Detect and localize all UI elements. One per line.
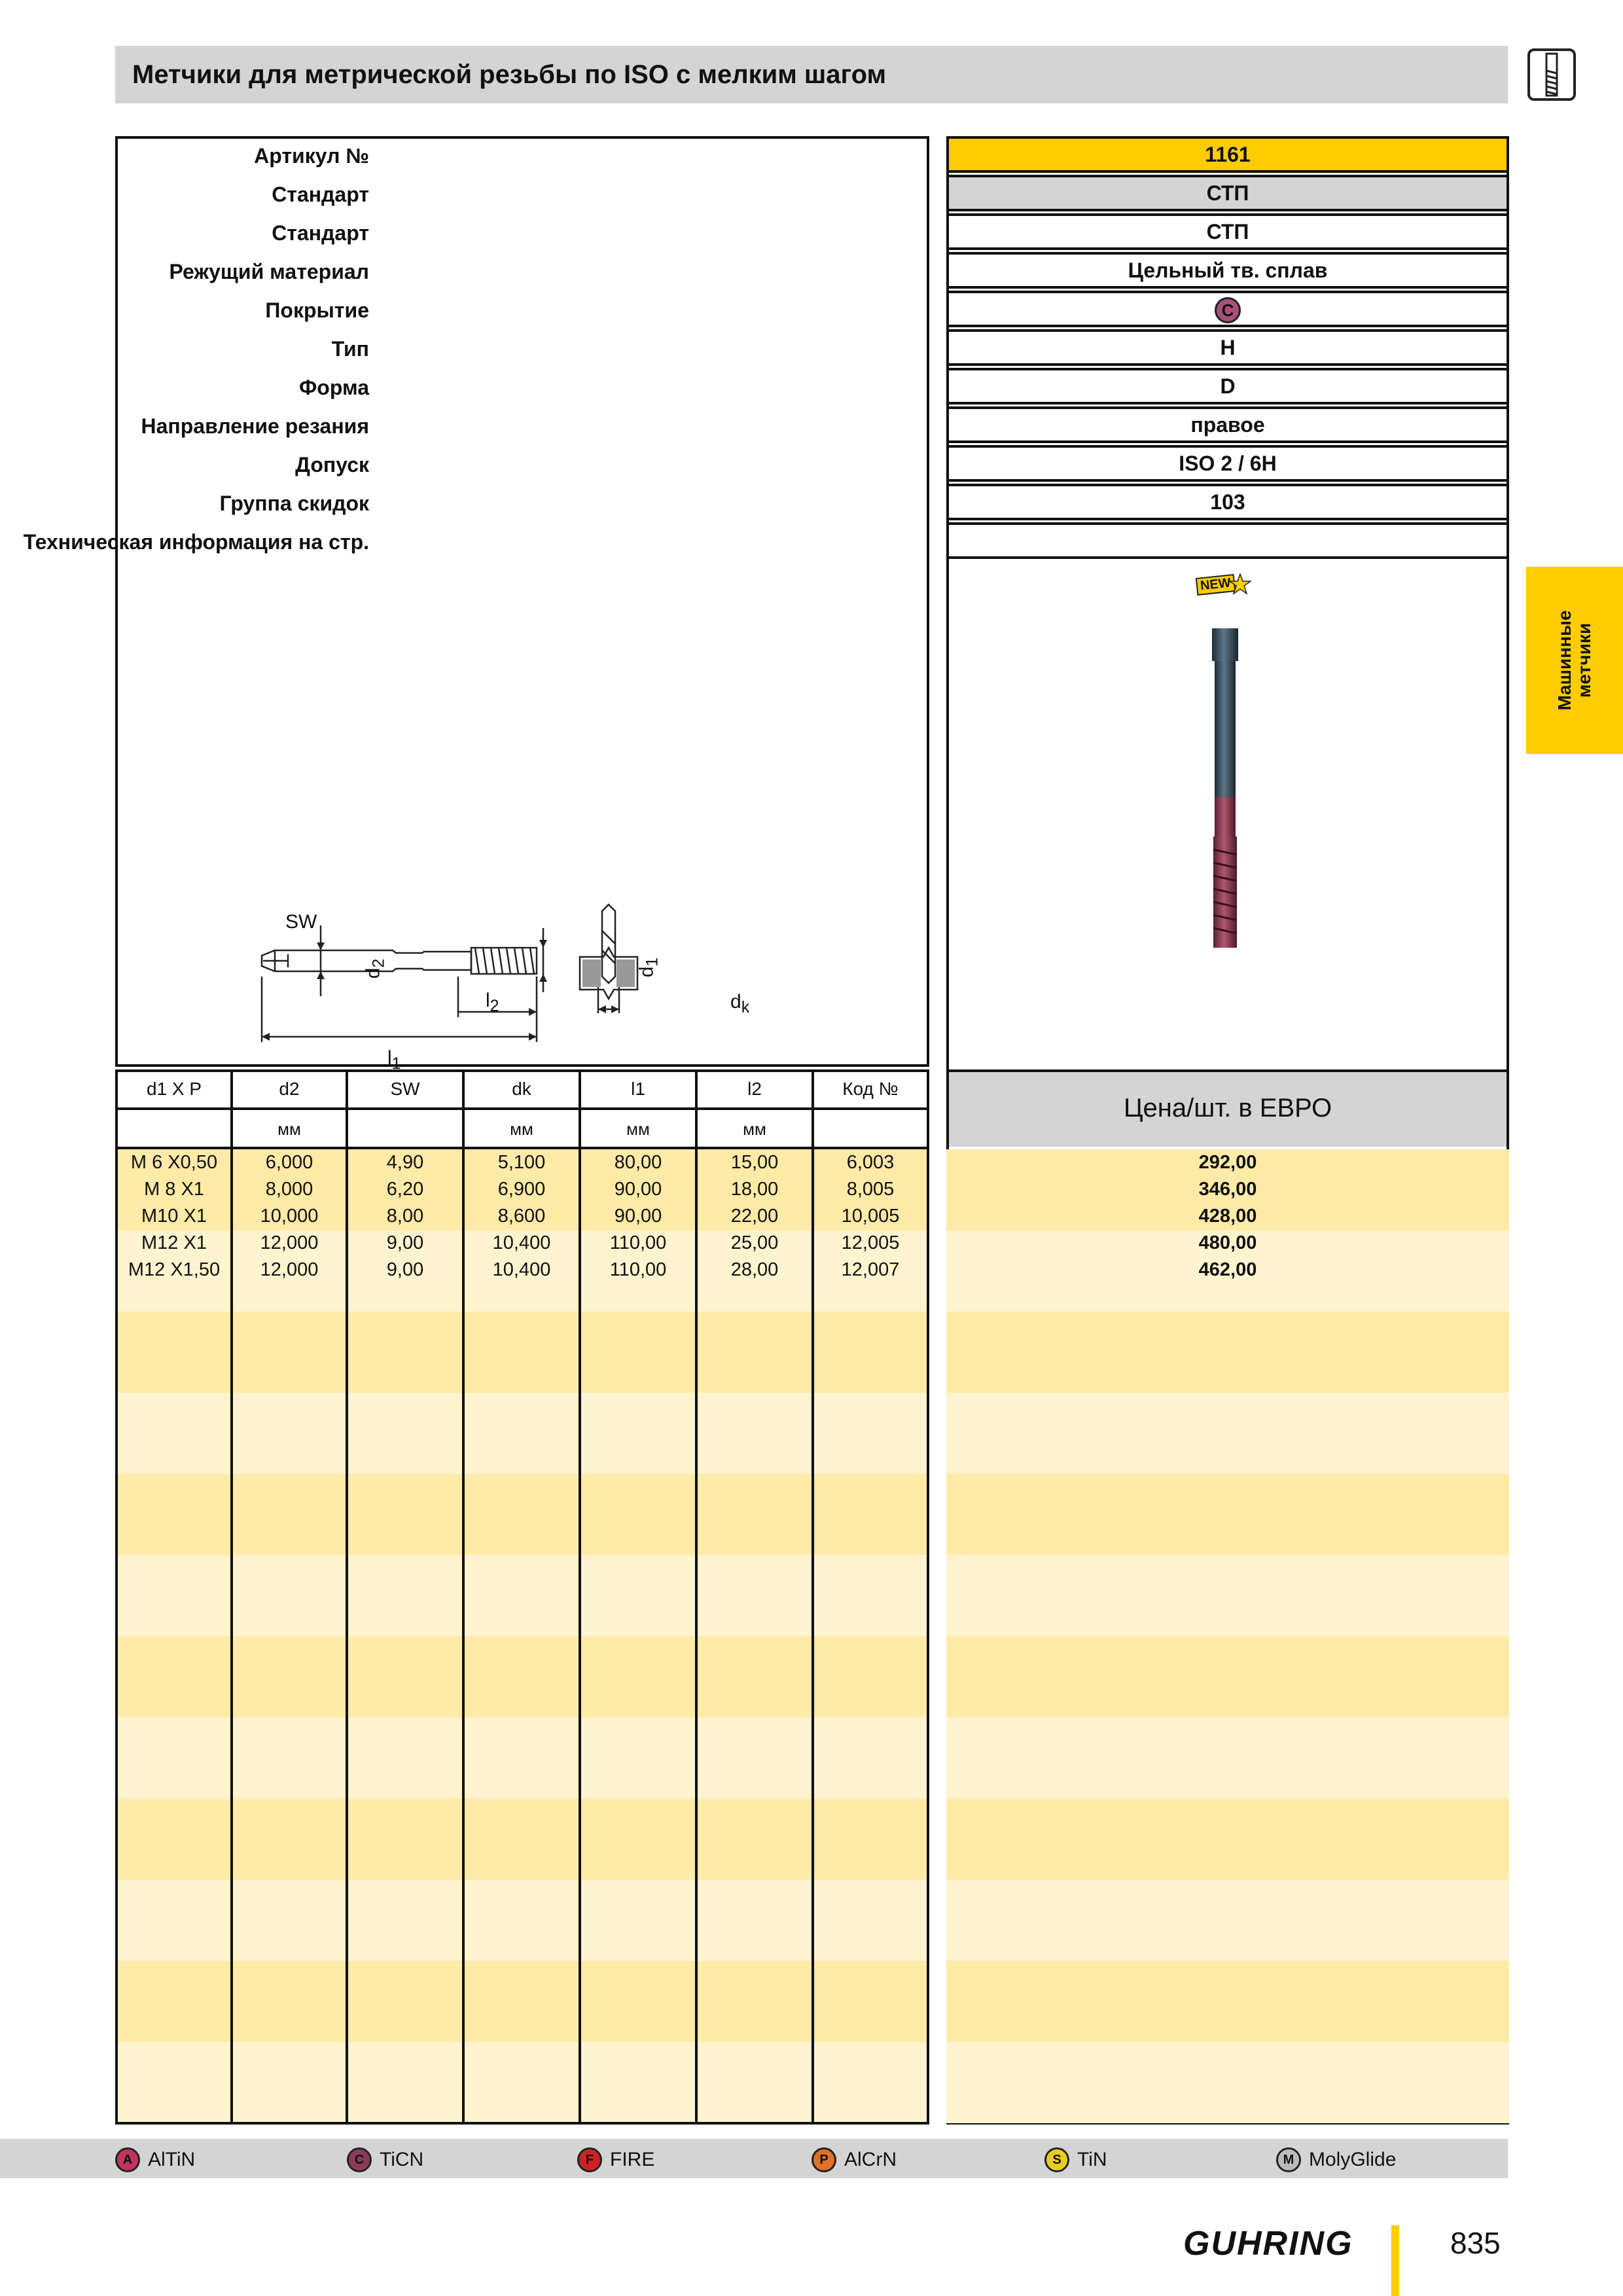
- l2-text: l: [486, 990, 490, 1011]
- dk-text: d: [730, 991, 741, 1013]
- property-label: Стандарт: [272, 183, 369, 206]
- new-badge: NEW: [1196, 574, 1236, 596]
- column-header: Код №: [842, 1079, 899, 1099]
- column-header: l2: [747, 1079, 762, 1099]
- l1-sub: 1: [391, 1054, 401, 1073]
- table-rule: [115, 1107, 929, 1110]
- cell-d2: 8,000: [265, 1179, 313, 1200]
- cell-d2: 10,000: [260, 1206, 319, 1227]
- table-band: [946, 1474, 1509, 1555]
- tap-product-image: [1204, 627, 1246, 954]
- legend-item: [1044, 2147, 1107, 2173]
- property-label: Направление резания: [141, 414, 369, 438]
- cell-dk: 8,600: [497, 1206, 546, 1227]
- tap-icon: [1527, 48, 1576, 101]
- cell-sw: 4,90: [386, 1152, 424, 1173]
- cell-sw: 6,20: [386, 1179, 424, 1200]
- section-tab-line2: метчики: [1574, 622, 1594, 698]
- column-header: dk: [512, 1079, 531, 1099]
- molyglide-icon: M: [1276, 2147, 1301, 2172]
- unit-label: мм: [510, 1119, 533, 1139]
- unit-label: мм: [277, 1119, 301, 1139]
- cell-l1: 90,00: [614, 1179, 662, 1200]
- standard-value: СТП: [946, 175, 1509, 211]
- legend-item: [347, 2147, 423, 2173]
- cell-thread: M10 X1: [141, 1206, 207, 1227]
- cell-price: 428,00: [1198, 1206, 1257, 1227]
- legend-label: AlCrN: [844, 2149, 897, 2170]
- legend-label: MolyGlide: [1309, 2149, 1397, 2170]
- table-band: [946, 1393, 1509, 1474]
- properties-panel: [23, 136, 929, 1073]
- article-number: 1161: [946, 136, 1509, 173]
- d2-text: d: [362, 967, 384, 979]
- legend-item: [115, 2147, 195, 2173]
- cell-dk: 6,900: [497, 1179, 546, 1200]
- cell-l2: 25,00: [730, 1232, 779, 1253]
- column-header: d1 X P: [146, 1079, 202, 1099]
- property-label: Артикул №: [254, 144, 369, 168]
- l1-text: l: [387, 1047, 392, 1069]
- cell-l1: 110,00: [609, 1259, 667, 1280]
- cutting-material-value: Цельный тв. сплав: [946, 252, 1509, 289]
- cell-code: 6,003: [846, 1152, 895, 1173]
- cell-price: 346,00: [1198, 1179, 1257, 1200]
- table-band: [946, 1799, 1509, 1880]
- cell-dk: 5,100: [497, 1152, 546, 1173]
- legend-item: [577, 2147, 654, 2173]
- d2-sub: 2: [369, 958, 388, 968]
- d1-label: [635, 958, 662, 978]
- column-header: l1: [631, 1079, 645, 1099]
- cell-price: 462,00: [1198, 1259, 1257, 1280]
- legend-label: TiCN: [380, 2149, 424, 2170]
- column-header: d2: [279, 1079, 300, 1099]
- dk-sub: k: [741, 998, 750, 1016]
- l2-sub: 2: [490, 997, 499, 1015]
- discount-group-value: 103: [946, 484, 1509, 520]
- cell-l1: 110,00: [609, 1232, 667, 1253]
- property-label: Покрытие: [265, 298, 369, 322]
- legend-item: [1276, 2147, 1396, 2173]
- cell-sw: 9,00: [386, 1232, 424, 1253]
- cell-l2: 22,00: [730, 1206, 779, 1227]
- type-value: H: [946, 329, 1509, 366]
- footer-accent-bar: [1391, 2225, 1399, 2296]
- cell-code: 12,007: [841, 1259, 900, 1280]
- page-title-bar: [115, 46, 1508, 103]
- legend-label: FIRE: [610, 2149, 655, 2170]
- property-label: Режущий материал: [169, 260, 369, 283]
- brand-logo: GUHRING: [1183, 2225, 1353, 2263]
- property-label: Форма: [298, 376, 369, 399]
- property-label: Группа скидок: [219, 492, 369, 515]
- table-band: [946, 2042, 1509, 2123]
- unit-label: мм: [626, 1119, 650, 1139]
- legend-label: AlTiN: [148, 2149, 196, 2170]
- fire-icon: F: [577, 2147, 602, 2172]
- star-icon: [1229, 573, 1251, 596]
- standard-value: СТП: [946, 213, 1509, 250]
- table-band: [946, 1717, 1509, 1799]
- sw-label: SW: [285, 911, 317, 933]
- section-tab[interactable]: [1526, 567, 1623, 754]
- alcrn-icon: P: [812, 2147, 836, 2172]
- legend-label: TiN: [1077, 2149, 1107, 2170]
- column-header: SW: [390, 1079, 420, 1099]
- table-band: [946, 1961, 1509, 2042]
- coating-c-icon: C: [1215, 297, 1241, 323]
- altin-icon: A: [115, 2147, 140, 2172]
- form-value: D: [946, 368, 1509, 404]
- cell-code: 10,005: [841, 1206, 900, 1227]
- cell-thread: M12 X1: [141, 1232, 207, 1253]
- l2-label: [486, 990, 499, 1016]
- cell-thread: M 6 X0,50: [130, 1152, 218, 1173]
- property-label: Допуск: [295, 453, 369, 476]
- cell-d2: 12,000: [260, 1232, 319, 1253]
- property-label: Техническая информация на стр.: [23, 530, 369, 554]
- price-header: Цена/шт. в ЕВРО: [946, 1069, 1509, 1147]
- tin-icon: S: [1044, 2147, 1069, 2172]
- page-number: 835: [1450, 2226, 1501, 2260]
- cell-l1: 80,00: [614, 1152, 662, 1173]
- cell-dk: 10,400: [492, 1259, 551, 1280]
- unit-label: мм: [743, 1119, 766, 1139]
- legend-item: [812, 2147, 897, 2173]
- table-band: [946, 1312, 1509, 1393]
- d2-label: [362, 959, 388, 979]
- cell-price: 480,00: [1198, 1232, 1257, 1253]
- cell-l2: 15,00: [730, 1152, 779, 1173]
- tap-dimension-drawing: [255, 885, 910, 1068]
- cell-l2: 28,00: [730, 1259, 779, 1280]
- table-band: [946, 1555, 1509, 1636]
- cell-sw: 8,00: [386, 1206, 424, 1227]
- dk-label: [730, 991, 749, 1017]
- d1-sub: 1: [643, 957, 662, 967]
- cutting-direction-value: правое: [946, 406, 1509, 443]
- cell-d2: 12,000: [260, 1259, 319, 1280]
- page-title: Метчики для метрической резьбы по ISO с мелким шагом: [132, 60, 887, 89]
- cell-l2: 18,00: [730, 1179, 779, 1200]
- d1-text: d: [635, 966, 658, 978]
- cell-price: 292,00: [1198, 1152, 1257, 1173]
- section-tab-line1: Машинные: [1554, 610, 1575, 711]
- cell-thread: M 8 X1: [144, 1179, 204, 1200]
- cell-l1: 90,00: [614, 1206, 662, 1227]
- cell-sw: 9,00: [386, 1259, 424, 1280]
- cell-d2: 6,000: [265, 1152, 313, 1173]
- cell-code: 8,005: [846, 1179, 895, 1200]
- cell-dk: 10,400: [492, 1232, 551, 1253]
- tolerance-value: ISO 2 / 6H: [946, 445, 1509, 482]
- cell-code: 12,005: [841, 1232, 900, 1253]
- property-label: Тип: [331, 337, 369, 361]
- property-label: Стандарт: [272, 221, 369, 245]
- ticn-icon: C: [347, 2147, 372, 2172]
- coating-value: [946, 291, 1509, 327]
- tech-info-page-value: [946, 522, 1509, 559]
- table-band: [946, 1636, 1509, 1717]
- cell-thread: M12 X1,50: [128, 1259, 221, 1280]
- table-band: [946, 1880, 1509, 1961]
